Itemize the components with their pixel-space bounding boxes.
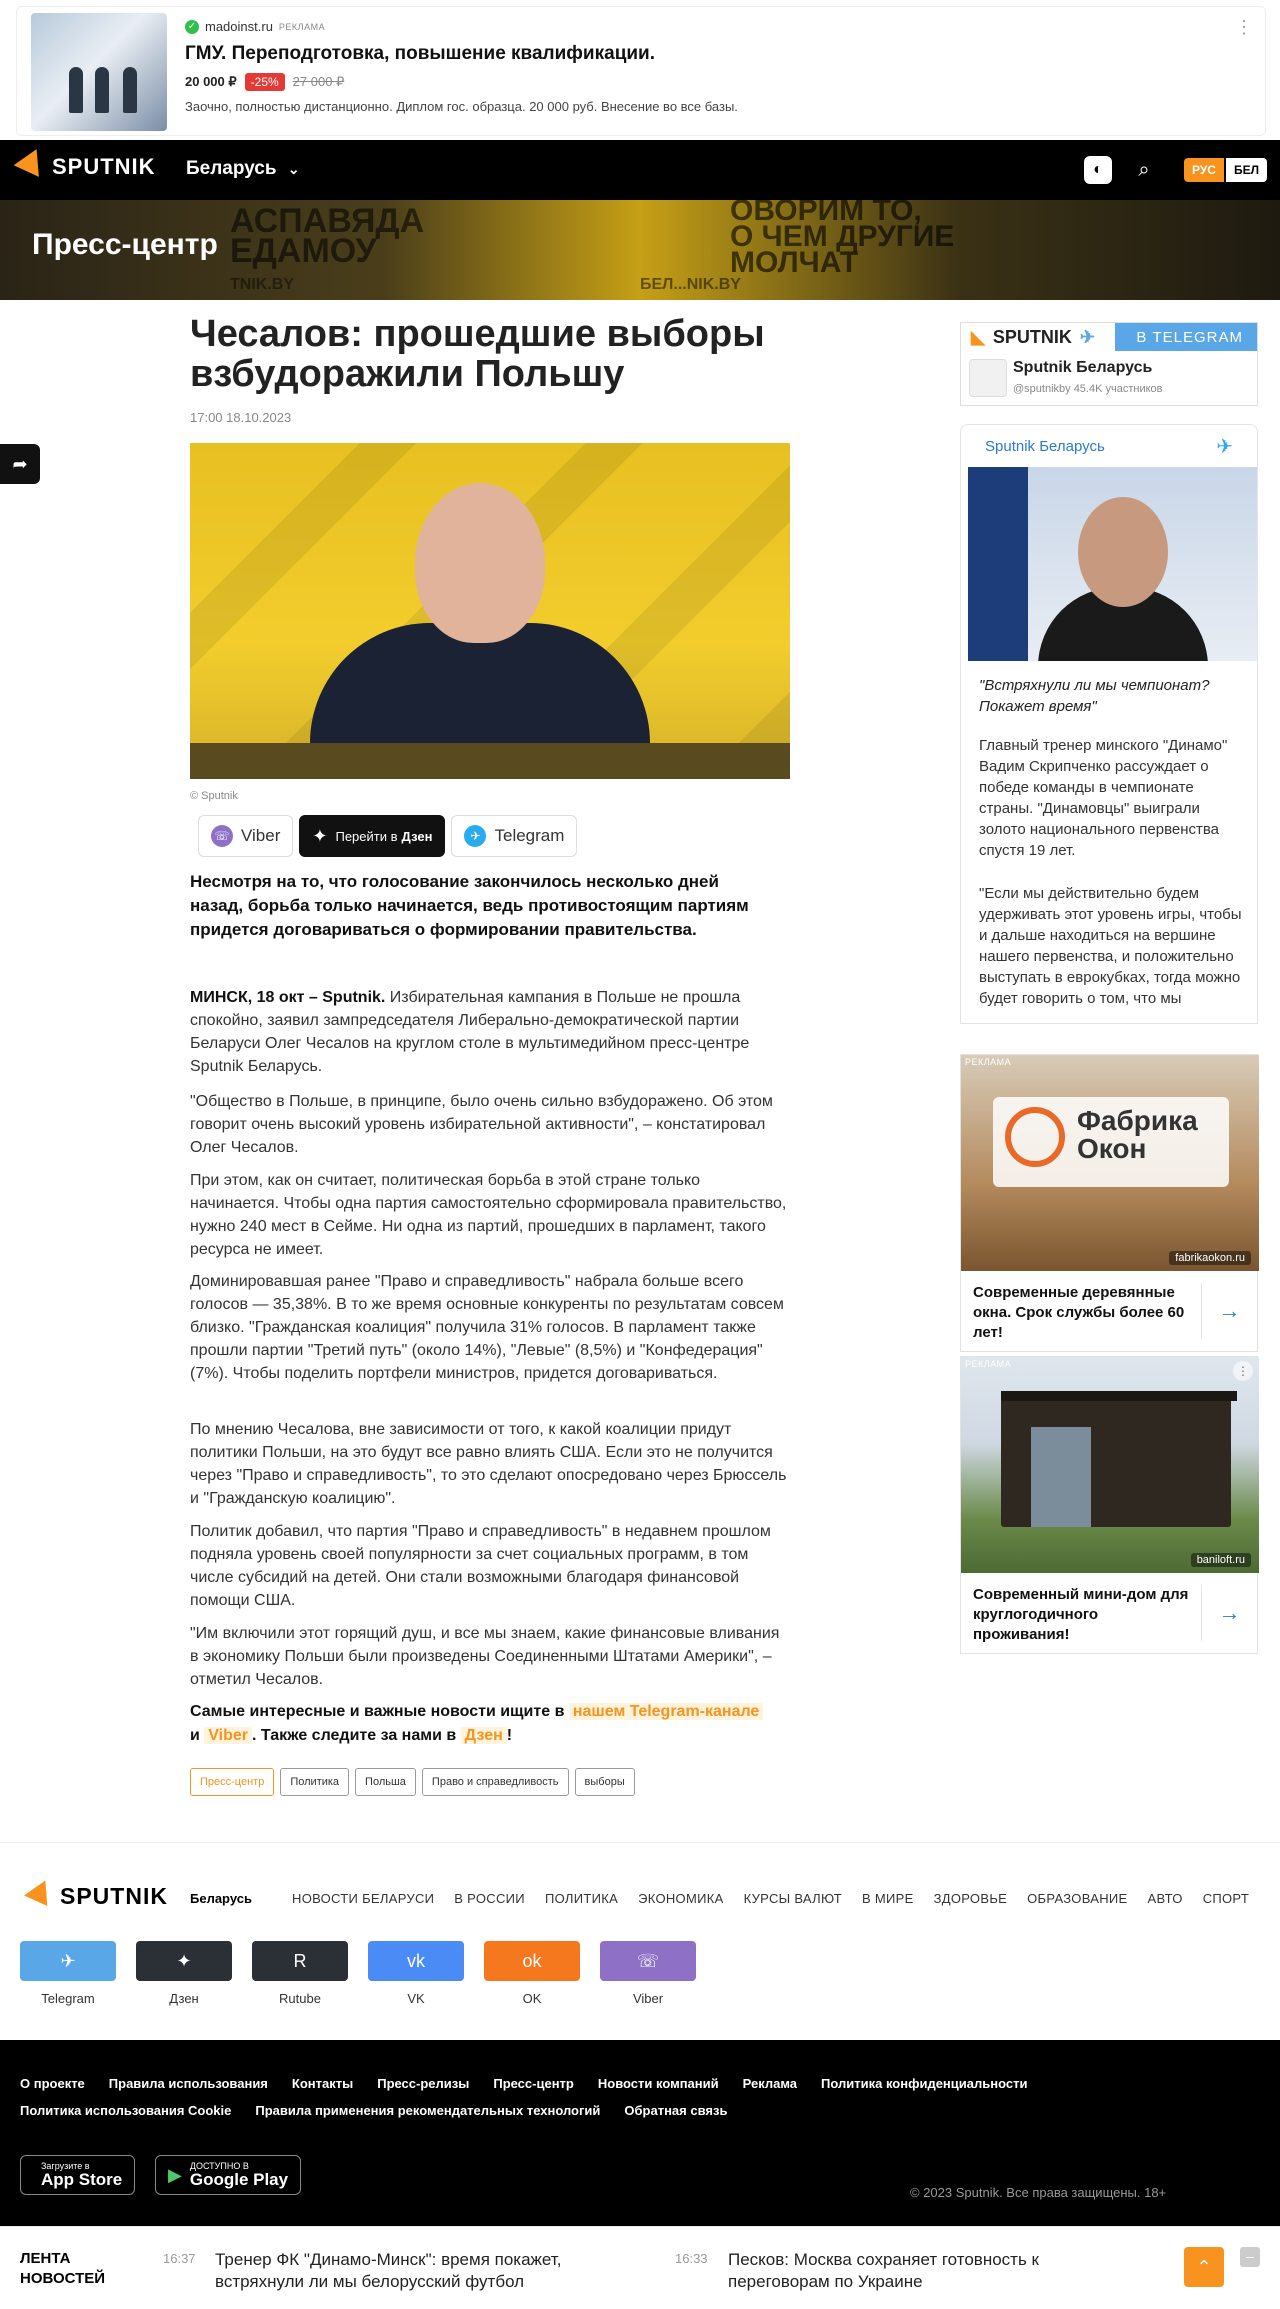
- chevron-up-icon: ⌃: [1196, 2257, 1212, 2277]
- banner-ghost-text: ОВОРИМ ТО, О ЧЕМ ДРУГИЕ МОЛЧАТ: [730, 200, 955, 279]
- promo-text: . Также следите за нами в: [252, 1727, 461, 1744]
- footer-section-links: [292, 1891, 1249, 1906]
- footer-nav-link[interactable]: В МИРЕ: [861, 1891, 914, 1906]
- ad-discount-badge: -25%: [245, 73, 285, 91]
- share-icon: ➦: [12, 454, 28, 474]
- region-label: Беларусь: [186, 158, 277, 179]
- article-paragraph: При этом, как он считает, политическая борьба в этой стране только начинается. Чтобы одна партия самостоятельно сформировала правительство, нужно 240 мест в Сейме. Ни одна из партий, прошедших в парламент, такого ресурса не имеет.: [190, 1172, 787, 1258]
- footer-nav-link[interactable]: В РОССИИ: [454, 1891, 525, 1906]
- article-title: Чесалов: прошедшие выборы взбудоражили Польшу: [190, 313, 765, 395]
- tag-list: [190, 1768, 635, 1796]
- telegram-post-text: Главный тренер минского "Динамо" Вадим Скрипченко рассуждает о победе команды в чемпионате страны. "Динамовцы" выиграли золото национального первенства спустя 19 лет.: [979, 737, 1228, 859]
- ad-price-now: 20 000 ₽: [185, 74, 237, 89]
- promo-text: !: [506, 1727, 513, 1744]
- article-lead: Несмотря на то, что голосование закончилось несколько дней назад, борьба только начинается, ведь противостоящим партиям придется договариваться о формировании правительства.: [190, 872, 749, 939]
- footer-nav-link[interactable]: ЗДОРОВЬЕ: [933, 1891, 1008, 1906]
- footer-link[interactable]: Обратная связь: [624, 2103, 728, 2118]
- social-telegram-button[interactable]: [20, 1941, 116, 2006]
- share-row: [198, 815, 577, 857]
- google-play-button[interactable]: [155, 2155, 301, 2195]
- social-icon: R: [252, 1941, 348, 1981]
- share-telegram-label: Telegram: [494, 826, 565, 845]
- footer-logo-text: SPUTNIK: [60, 1883, 168, 1909]
- footer-link[interactable]: Контакты: [291, 2076, 354, 2091]
- promo-text: Самые интересные и важные новости ищите в: [190, 1703, 569, 1720]
- footer-link[interactable]: Правила использования: [108, 2076, 268, 2091]
- lang-bel-button[interactable]: БЕЛ: [1226, 158, 1267, 182]
- radio-icon[interactable]: ◐: [1084, 156, 1112, 184]
- post-image-subject: [1078, 497, 1168, 607]
- social-icon: ✦: [136, 1941, 232, 1981]
- banner-ghost-text: АСПАВЯДА ЕДАМОУ: [230, 202, 425, 270]
- google-play-icon: ▶: [168, 2164, 182, 2185]
- ticker-item-time: 16:33: [675, 2251, 708, 2266]
- section-banner: [0, 200, 1280, 300]
- social-label: Rutube: [279, 1991, 321, 2006]
- telegram-promo-banner[interactable]: [960, 322, 1258, 406]
- social-icon: ✈: [20, 1941, 116, 1981]
- ad-source-domain: madoinst.ru: [205, 19, 273, 34]
- share-viber-button[interactable]: [198, 815, 293, 857]
- social-icon: ☏: [600, 1941, 696, 1981]
- logo-mark-icon: [14, 149, 51, 185]
- footer-nav-link[interactable]: ОБРАЗОВАНИЕ: [1027, 1891, 1128, 1906]
- article-paragraph: Политик добавил, что партия "Право и справедливость" в недавнем прошлом подняла уровень своей популярности за счет социальных программ, в том числе субсидий на детей. Они стали возможными благодаря финансовой помощи США.: [190, 1523, 771, 1609]
- ad-source: [185, 19, 325, 34]
- ad-image[interactable]: [961, 1055, 1259, 1271]
- more-options-icon[interactable]: ⋮: [1235, 17, 1253, 37]
- footer-link[interactable]: Пресс-релизы: [377, 2076, 470, 2091]
- photo-desk: [190, 743, 790, 779]
- logo-mark-icon: [24, 1880, 58, 1913]
- brand-logo-icon: [1005, 1107, 1065, 1167]
- footer-link[interactable]: Правила применения рекомендательных технологий: [255, 2103, 601, 2118]
- tag[interactable]: Польша: [355, 1768, 416, 1796]
- ticker-item-time: 16:37: [163, 2251, 196, 2266]
- social-label: Viber: [632, 1991, 664, 2006]
- google-play-label: Google Play: [189, 2170, 289, 2189]
- section-title[interactable]: Пресс-центр: [32, 228, 218, 261]
- region-selector[interactable]: [186, 158, 300, 180]
- ad-prices: [185, 73, 344, 91]
- channel-subscribers: @sputnikby 45.4K участников: [1013, 383, 1163, 395]
- tag[interactable]: выборы: [575, 1768, 635, 1796]
- tag[interactable]: Право и справедливость: [422, 1768, 569, 1796]
- top-ad[interactable]: [16, 6, 1266, 136]
- telegram-promo-logo: SPUTNIK: [992, 326, 1072, 347]
- lang-rus-button[interactable]: РУС: [1184, 158, 1224, 182]
- ticker-item-link[interactable]: Тренер ФК "Динамо-Минск": время покажет, встряхнули ли мы белорусский футбол: [215, 2250, 562, 2291]
- ad-title[interactable]: Современный мини-дом для круглогодичного проживания!: [973, 1586, 1189, 1643]
- article-paragraph-text: Избирательная кампания в Польше не прошла спокойно, заявил зампредседателя Либерально-демократической партии Беларуси Олег Чесалов на круглом столе в мультимедийном пресс-центре Sputnik Беларусь.: [190, 989, 750, 1075]
- ad-figure: [95, 67, 109, 113]
- ticker-heading[interactable]: ЛЕНТА НОВОСТЕЙ: [20, 2250, 106, 2287]
- ad-title[interactable]: ГМУ. Переподготовка, повышение квалификации.: [185, 43, 656, 64]
- telegram-feed-widget[interactable]: [960, 424, 1258, 1024]
- tag[interactable]: Пресс-центр: [190, 1768, 274, 1796]
- telegram-promo-label: В TELEGRAM: [1136, 328, 1243, 346]
- ad-brand-name: Фабрика Окон: [1077, 1105, 1198, 1164]
- footer-nav-link[interactable]: НОВОСТИ БЕЛАРУСИ: [292, 1891, 435, 1906]
- minus-icon: –: [1246, 2248, 1254, 2264]
- footer-nav-link[interactable]: СПОРТ: [1202, 1891, 1250, 1906]
- article-photo[interactable]: [190, 443, 790, 779]
- footer-link[interactable]: Политика конфиденциальности: [821, 2076, 1028, 2091]
- ad-thumbnail[interactable]: [31, 13, 167, 131]
- logo-mark-icon: ◣: [971, 326, 985, 347]
- ad-title[interactable]: Современные деревянные окна. Срок службы более 60 лет!: [973, 1284, 1185, 1341]
- footer-links-row: [20, 2076, 1027, 2091]
- social-vk-button[interactable]: [368, 1941, 464, 2006]
- channel-name: Sputnik Беларусь: [1013, 359, 1153, 376]
- promo-dzen-link[interactable]: Дзен: [461, 1727, 507, 1744]
- app-store-text: [41, 2161, 122, 2189]
- banner-ghost-site: БЕЛ...NIK.BY: [640, 276, 741, 293]
- ad-caption: [961, 1573, 1257, 1653]
- share-viber-label: Viber: [241, 826, 281, 845]
- footer-nav-link[interactable]: ПОЛИТИКА: [544, 1891, 619, 1906]
- share-dzen-label: Дзен: [401, 828, 433, 844]
- social-icon: vk: [368, 1941, 464, 1981]
- promo-telegram-link[interactable]: нашем Telegram-канале: [569, 1703, 763, 1720]
- social-rutube-button[interactable]: [252, 1941, 348, 2006]
- ad-figure: [69, 67, 83, 113]
- more-options-icon[interactable]: ⋮: [1233, 1361, 1253, 1381]
- social-дзен-button[interactable]: [136, 1941, 232, 2006]
- share-telegram-button[interactable]: [451, 815, 577, 857]
- google-play-text: [190, 2161, 288, 2189]
- social-label: Дзен: [169, 1991, 199, 2006]
- check-icon: ✓: [185, 20, 199, 34]
- social-icon: ok: [484, 1941, 580, 1981]
- footer-link[interactable]: Пресс-центр: [493, 2076, 574, 2091]
- footer-link[interactable]: О проекте: [20, 2076, 85, 2091]
- tag[interactable]: Политика: [280, 1768, 349, 1796]
- arrow-right-icon[interactable]: →: [1201, 1283, 1257, 1339]
- copyright: © 2023 Sputnik. Все права защищены. 18+: [910, 2185, 1167, 2200]
- post-image-background: [968, 467, 1028, 661]
- telegram-post-quote: "Встряхнули ли мы чемпионат? Покажет время": [979, 677, 1210, 715]
- search-icon[interactable]: ⌕: [1138, 159, 1150, 181]
- ad-figure: [123, 67, 137, 113]
- social-buttons: [20, 1941, 696, 2006]
- telegram-feed-header[interactable]: [961, 425, 1257, 467]
- social-label: OK: [522, 1991, 542, 2006]
- article-paragraph: "Им включили этот горящий душ, и все мы знаем, какие финансовые вливания в экономику Польши были произведены Соединенными Штатами Америки", – отметил Чесалов.: [190, 1625, 780, 1688]
- article-paragraph: "Общество в Польше, в принципе, было очень сильно взбудоражено. Об этом говорит очень высокий уровень избирательной активности", – констатировал Олег Чесалов.: [190, 1093, 773, 1156]
- ad-caption: [961, 1271, 1257, 1351]
- ad-price-old: 27 000 ₽: [292, 74, 345, 89]
- article-paragraph: [190, 986, 790, 1078]
- logo-text: SPUTNIK: [52, 154, 156, 179]
- share-floating-button[interactable]: [0, 444, 40, 484]
- ad-description: Заочно, полностью дистанционно. Диплом гос. образца. 20 000 руб. Внесение во все базы.: [185, 99, 738, 114]
- ad-label: РЕКЛАМА: [965, 1359, 1012, 1369]
- promo-text: и: [190, 1727, 205, 1744]
- telegram-post-text: "Если мы действительно будем удерживать этот уровень игры, чтобы и дальше находиться на вершине нашего первенства, и положительно выступать в еврокубках, тогда можно будет говорить о том, что мы: [979, 885, 1242, 1007]
- sputnik-logo[interactable]: [18, 154, 156, 180]
- app-store-label: App Store: [41, 2170, 123, 2189]
- site-header: [0, 140, 1280, 200]
- channel-avatar: [969, 359, 1007, 397]
- ad-domain: fabrikaokon.ru: [1169, 1251, 1251, 1265]
- social-viber-button[interactable]: [600, 1941, 696, 2006]
- social-label: Telegram: [41, 1991, 95, 2006]
- footer-nav-link[interactable]: КУРСЫ ВАЛЮТ: [743, 1891, 842, 1906]
- footer-nav-link[interactable]: ЭКОНОМИКА: [638, 1891, 724, 1906]
- scroll-up-button[interactable]: [1184, 2247, 1224, 2287]
- footer-region: Беларусь: [190, 1891, 252, 1906]
- footer-link[interactable]: Реклама: [742, 2076, 798, 2091]
- ad-domain: baniloft.ru: [1191, 1553, 1251, 1567]
- telegram-promo-top: [961, 323, 1257, 351]
- sidebar-ad-minihouse[interactable]: [960, 1356, 1258, 1654]
- photo-subject-head: [415, 483, 545, 643]
- article-paragraph: По мнению Чесалова, вне зависимости от того, к какой коалиции придут политики Польши, на это будут все равно влиять США. Если это не получится через "Право и справедливость", то это сделают опосредовано через Брюссель и "Гражданскую коалицию".: [190, 1421, 787, 1507]
- ad-label: РЕКЛАМА: [278, 21, 326, 32]
- telegram-post-image[interactable]: [968, 467, 1258, 661]
- ad-label: РЕКЛАМА: [965, 1057, 1012, 1067]
- article-dateline: МИНСК, 18 окт – Sputnik.: [190, 989, 386, 1006]
- photo-caption: © Sputnik: [190, 790, 238, 802]
- footer-link[interactable]: Политика использования Cookie: [20, 2103, 232, 2118]
- subscribe-promo: [190, 1700, 800, 1748]
- share-dzen-button[interactable]: [299, 815, 445, 857]
- social-label: VK: [407, 1991, 425, 2006]
- google-play-caption: ДОСТУПНО В: [189, 2161, 249, 2171]
- banner-ghost-site: TNIK.BY: [230, 276, 294, 293]
- footer-logo[interactable]: [28, 1883, 168, 1910]
- telegram-feed-channel: Sputnik Беларусь: [985, 437, 1105, 455]
- ad-house-window: [1031, 1427, 1091, 1527]
- viber-icon: ☏: [211, 825, 233, 847]
- app-store-button[interactable]: [20, 2155, 135, 2195]
- footer-links-row: [20, 2103, 727, 2118]
- share-dzen-prefix: Перейти в: [335, 828, 398, 844]
- telegram-icon: ✈: [464, 825, 486, 847]
- ad-image[interactable]: [961, 1357, 1259, 1573]
- app-store-caption: Загрузите в: [41, 2161, 90, 2171]
- promo-viber-link[interactable]: Viber: [204, 1727, 252, 1744]
- news-ticker: [0, 2226, 1280, 2309]
- article-paragraph: Доминировавшая ранее "Право и справедливость" набрала больше всего голосов — 35,38%. В то же время основные конкуренты по результатам совсем близко. "Гражданская коалиция" получила 31% голосов. В парламент также прошли партии "Третий путь" (около 14%), "Левые" (8,5%) и "Конфедерация" (7%). Чтобы поделить портфели министров, придется договариваться.: [190, 1273, 784, 1382]
- arrow-right-icon[interactable]: →: [1201, 1585, 1257, 1641]
- footer-nav-link[interactable]: АВТО: [1147, 1891, 1183, 1906]
- chevron-down-icon: ⌄: [287, 161, 300, 177]
- collapse-ticker-button[interactable]: [1240, 2247, 1260, 2267]
- telegram-icon: ✈: [1216, 435, 1233, 458]
- dzen-icon: ✦: [312, 825, 328, 846]
- footer-link[interactable]: Новости компаний: [597, 2076, 719, 2091]
- ad-house-roof: [1001, 1391, 1237, 1401]
- article-date: 17:00 18.10.2023: [190, 410, 292, 425]
- sidebar-ad-windows[interactable]: [960, 1054, 1258, 1352]
- telegram-icon: ✈: [1079, 326, 1095, 347]
- ticker-item-link[interactable]: Песков: Москва сохраняет готовность к переговорам по Украине: [728, 2250, 1039, 2291]
- social-ok-button[interactable]: [484, 1941, 580, 2006]
- footer-bottom: [0, 2040, 1280, 2226]
- footer-navigation: [0, 1842, 1280, 2042]
